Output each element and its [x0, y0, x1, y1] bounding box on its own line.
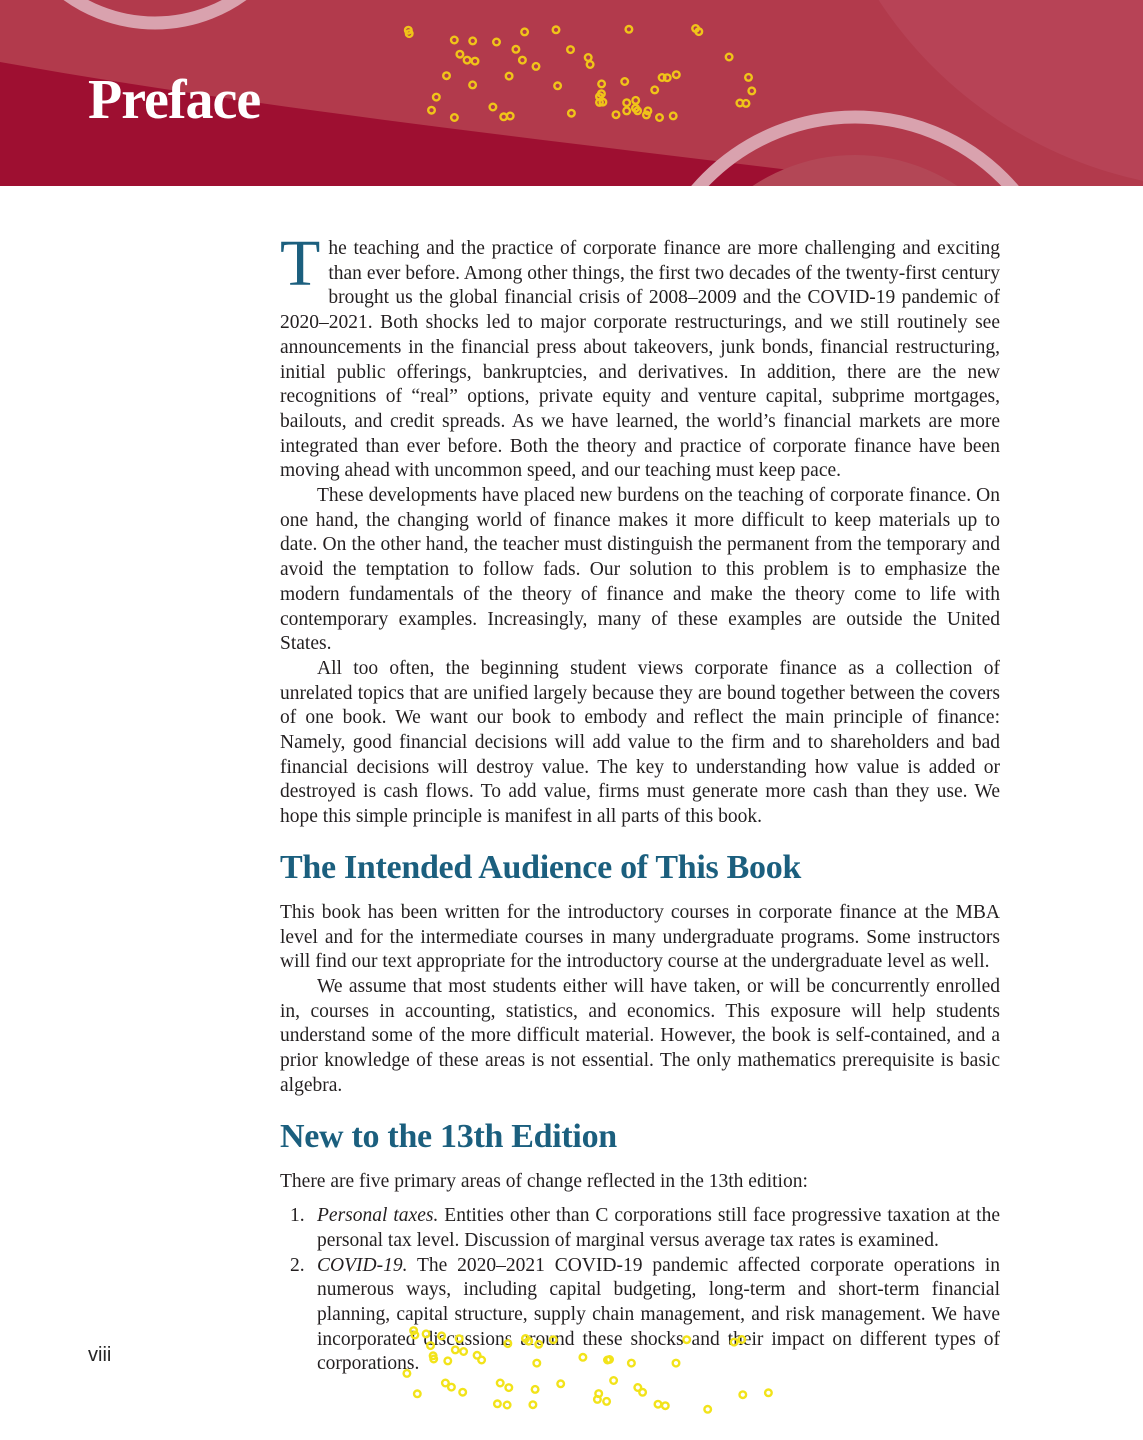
footer-dots-group	[404, 1327, 772, 1412]
list-item-number: 2.	[290, 1254, 305, 1276]
list-item-lead: Personal taxes.	[317, 1205, 439, 1227]
new-edition-intro: There are five primary areas of change reflected in the 13th edition:	[280, 1170, 808, 1192]
section-heading-intended-audience: The Intended Audience of This Book	[280, 848, 802, 886]
list-item-lead: COVID-19.	[317, 1254, 408, 1276]
intro-paragraph-3: All too often, the beginning student views corporate finance as a collection of unrelated topics that are unified largely because they are bound together between the covers of one book. We want our book to embody and reflect the main principle of finance: Namely, good financial decisions will add value to the firm and to shareholders and bad financial decisions will destroy value. The key to understanding how value is added or destroyed is cash flows. To add value, firms must generate more cash than they use. We hope this simple principle is manifest in all parts of this book.	[280, 657, 1000, 828]
chapter-banner	[0, 0, 1143, 186]
list-item-text: Entities other than C corporations still face progressive taxation at the personal tax level. Discussion of marginal versus average tax rates is examined.	[317, 1205, 1000, 1251]
list-item-text: The 2020–2021 COVID-19 pandemic affected corporate operations in numerous ways, including capital budgeting, long-term and short-term financial planning, capital structure, supply chain management, and risk management. We have incorporated discussions around these shocks and their impact on different types of corporations.	[317, 1254, 1001, 1375]
list-item-number: 1.	[290, 1205, 305, 1227]
footer-dots-pattern	[0, 1300, 1143, 1440]
drop-cap: T	[280, 227, 321, 300]
main-content	[0, 227, 1143, 1377]
audience-paragraph-2: We assume that most students either will have taken, or will be concurrently enrolled in, courses in accounting, statistics, and economics. This exposure will help students understand some of the more difficult material. However, the book is self-contained, and a prior knowledge of these areas is not essential. The only mathematics prerequisite is basic algebra.	[280, 975, 1000, 1096]
section-heading-new-edition: New to the 13th Edition	[280, 1117, 617, 1155]
intro-paragraph-1	[280, 227, 1000, 484]
intro-paragraph-2: These developments have placed new burdens on the teaching of corporate finance. On one hand, the changing world of finance makes it more difficult to keep materials up to date. On the other hand, the teacher must distinguish the permanent from the temporary and avoid the temptation to follow fads. Our solution to this problem is to emphasize the modern fundamentals of the theory of finance and make the theory come to life with contemporary examples. Increasingly, many of these examples are outside the United States.	[280, 485, 1000, 655]
audience-paragraph-1: This book has been written for the introductory courses in corporate finance at the MBA level and for the intermediate courses in many undergraduate programs. Some instructors will find our text appropriate for the introductory course at the undergraduate level as well.	[280, 901, 1000, 973]
page-number: viii	[88, 1344, 112, 1366]
page-title: Preface	[88, 69, 261, 131]
intro-paragraph-1-text: he teaching and the practice of corporate finance are more challenging and exciting than ever before. Among other things, the first two decades of the twenty-first century brought us the global financial crisis of 2008–2009 and the COVID-19 pandemic of 2020–2021. Both shocks led to major corporate restructurings, and we still routinely see announcements in the financial press about takeovers, junk bonds, financial restructuring, initial public offerings, bankruptcies, and derivatives. In addition, there are the new recognitions of “real” options, private equity and venture capital, subprime mortgages, bailouts, and credit spreads. As we have learned, the world’s financial markets are more integrated than ever before. Both the theory and practice of corporate finance have been moving ahead with uncommon speed, and our teaching must keep pace.	[280, 238, 1000, 482]
list-item-personal-taxes	[280, 1204, 1000, 1253]
